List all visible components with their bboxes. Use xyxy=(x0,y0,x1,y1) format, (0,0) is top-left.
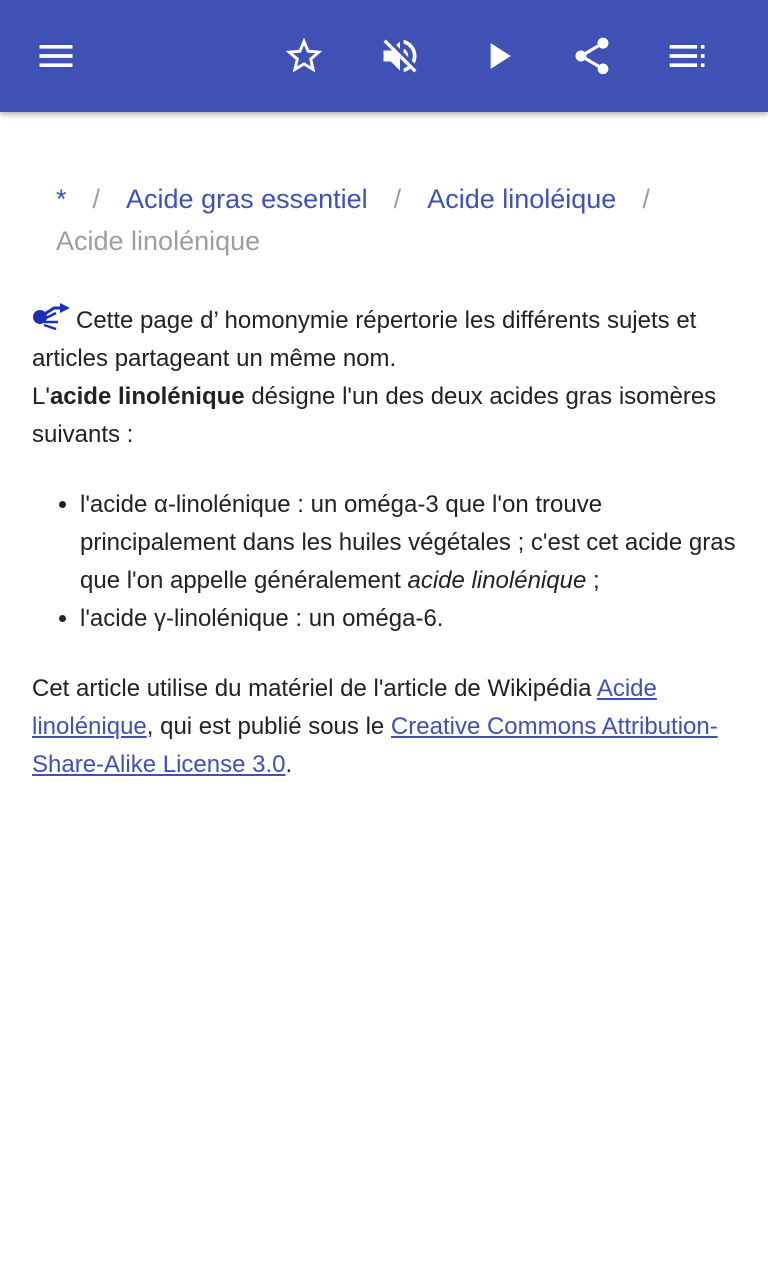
menu-button[interactable] xyxy=(24,24,88,88)
breadcrumb-current: Acide linolénique xyxy=(56,226,261,256)
volume-off-icon xyxy=(378,34,422,78)
favorite-button[interactable] xyxy=(272,24,336,88)
share-icon xyxy=(570,34,614,78)
list-item xyxy=(80,600,736,638)
isomer-list xyxy=(32,486,736,638)
app-bar xyxy=(0,0,768,112)
more-button[interactable] xyxy=(656,24,720,88)
license-prefix: Cet article utilise du matériel de l'article de Wikipédia xyxy=(32,675,597,702)
intro-rest: désigne l'un des deux acides gras isomères suivants : xyxy=(32,383,717,448)
homonymy-icon xyxy=(32,300,72,330)
menu-icon xyxy=(34,34,78,78)
more-list-icon xyxy=(666,34,710,78)
list-item-suffix: ; xyxy=(586,567,600,594)
homonymy-notice xyxy=(32,300,736,378)
license-paragraph xyxy=(32,670,736,784)
intro-prefix: L' xyxy=(32,383,50,410)
share-button[interactable] xyxy=(560,24,624,88)
play-icon xyxy=(476,34,520,78)
breadcrumb-separator: / xyxy=(393,184,402,214)
wikipedia-article-link[interactable]: Acide linolénique xyxy=(32,675,657,740)
list-item-text: l'acide γ-linolénique : un oméga-6. xyxy=(80,605,444,632)
breadcrumb-separator: / xyxy=(642,184,650,214)
article-content xyxy=(32,300,736,784)
license-middle: , qui est publié sous le xyxy=(146,713,391,740)
breadcrumb-separator: / xyxy=(92,184,101,214)
breadcrumb xyxy=(56,178,736,262)
intro-term: acide linolénique xyxy=(49,383,245,410)
intro-paragraph xyxy=(32,378,736,454)
license-link[interactable]: Creative Commons Attribution-Share-Alike License 3.0 xyxy=(32,713,718,778)
star-outline-icon xyxy=(282,34,326,78)
mute-button[interactable] xyxy=(368,24,432,88)
license-suffix: . xyxy=(285,751,293,778)
breadcrumb-acide-gras-essentiel[interactable]: Acide gras essentiel xyxy=(126,184,368,214)
list-item xyxy=(80,486,736,600)
breadcrumb-root[interactable]: * xyxy=(56,184,67,214)
breadcrumb-acide-linoleique[interactable]: Acide linoléique xyxy=(427,184,617,214)
homonymy-text: Cette page d’ homonymie répertorie les différents sujets et articles partageant un même nom. xyxy=(32,307,697,372)
play-button[interactable] xyxy=(466,24,530,88)
list-item-italic: acide linolénique xyxy=(407,567,587,594)
list-item-text: l'acide α-linolénique : un oméga-3 que l'on trouve principalement dans les huiles végétales ; c'est cet acide gras que l'on appelle généralement xyxy=(80,491,736,594)
